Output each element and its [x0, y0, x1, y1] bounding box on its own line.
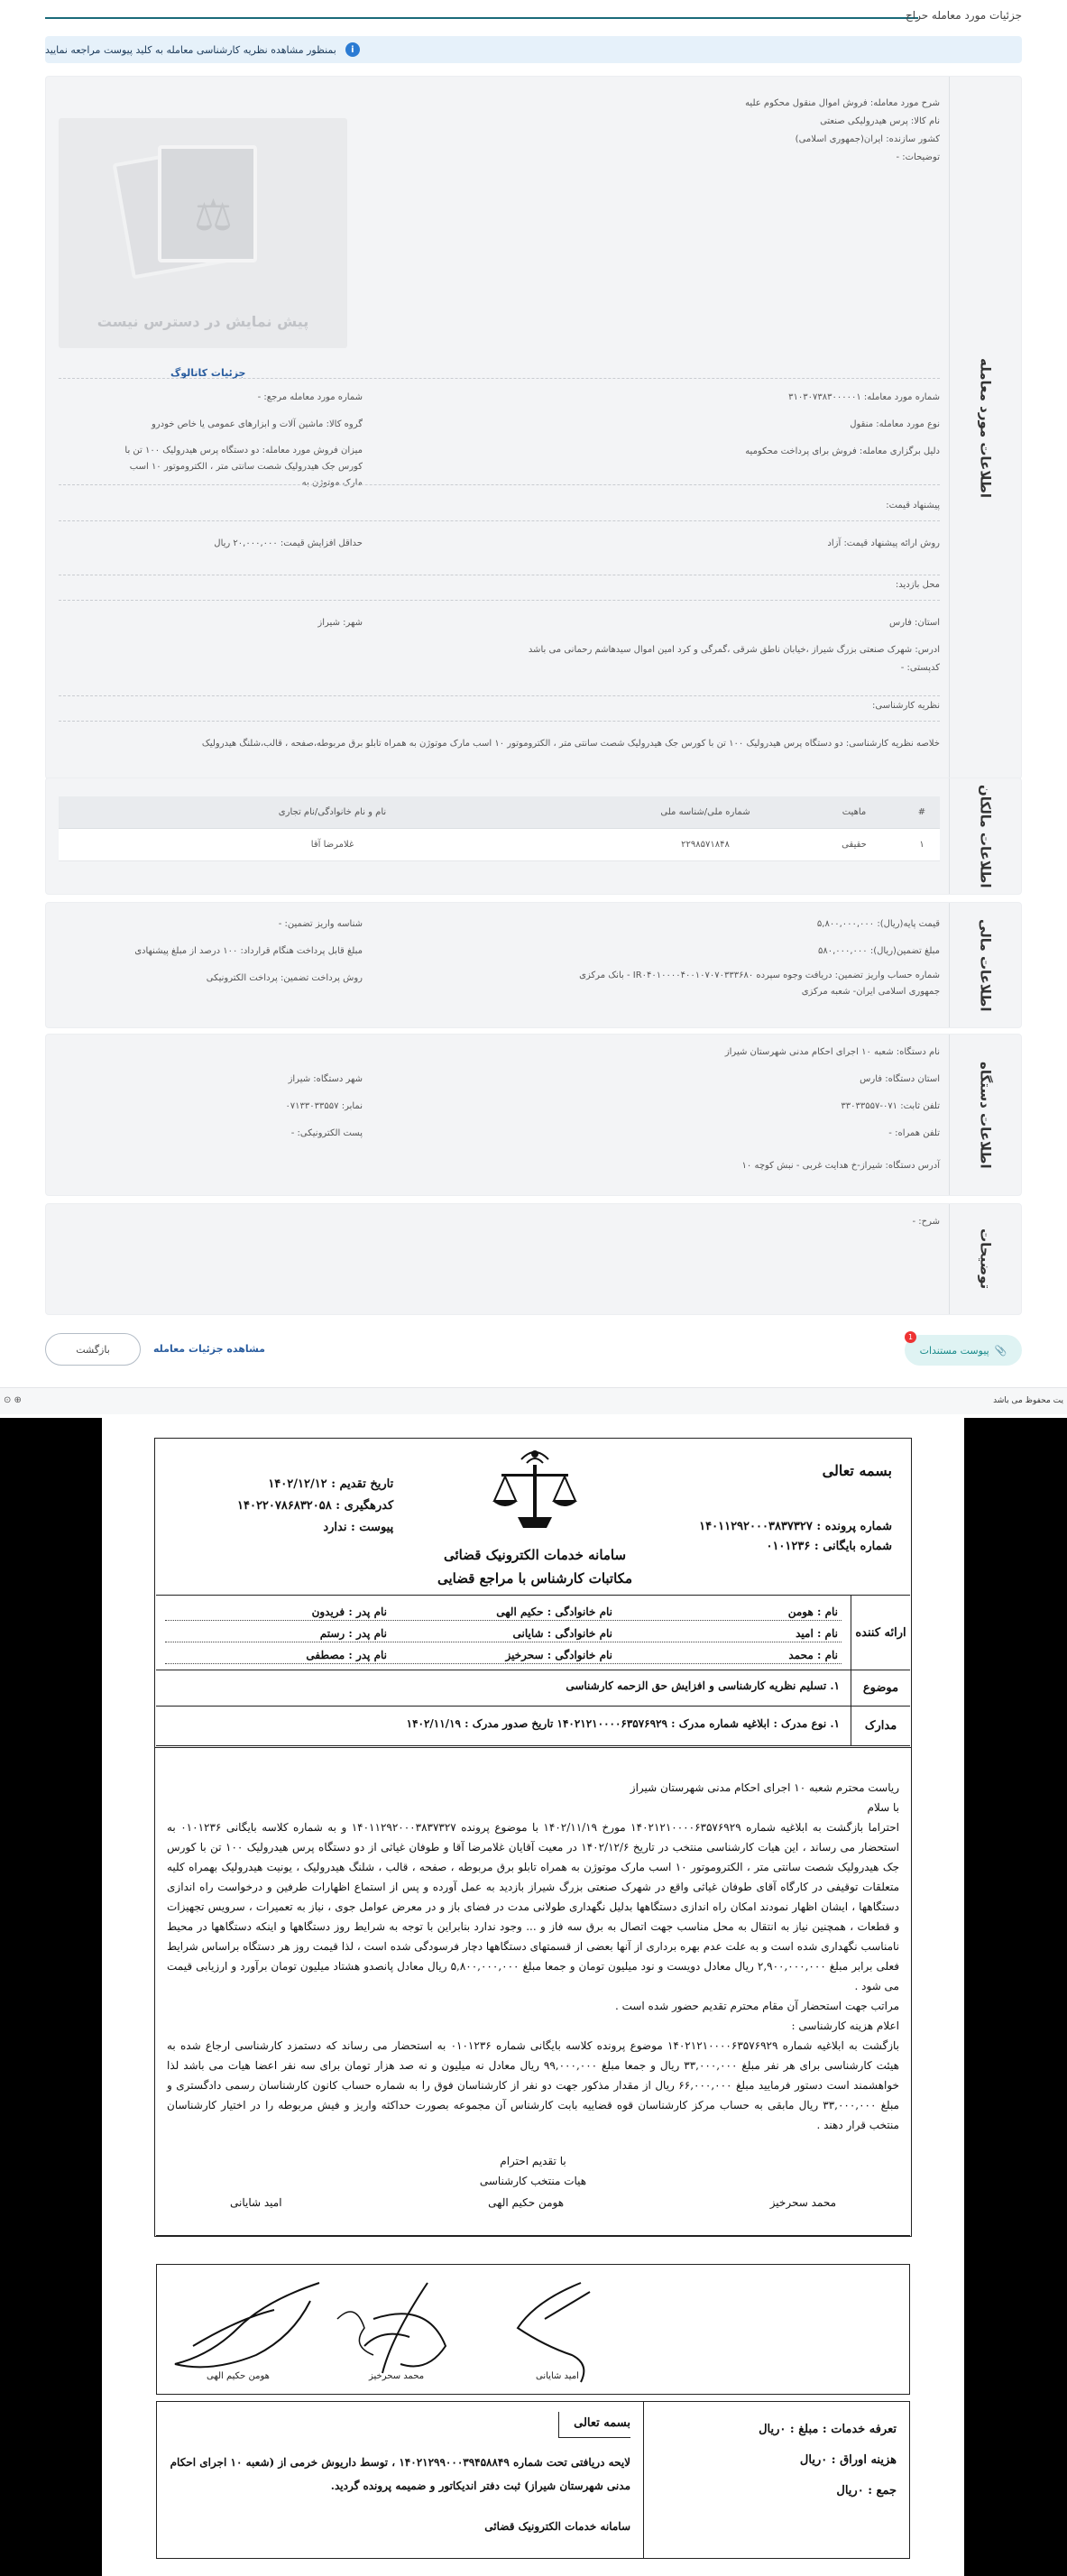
- presenter-row: [165, 1603, 842, 1621]
- subject-text: ۱. تسلیم نظریه کارشناسی و افزایش حق الزحمه کارشناسی: [566, 1679, 840, 1692]
- tracking-code: کدرهگیری : ۱۴۰۲۲۰۷۸۶۸۳۲۰۵۸: [237, 1499, 394, 1513]
- presenter-last-name: نام خانوادگی : حکیم الهی: [496, 1605, 612, 1618]
- attachment-status: پیوست : ندارد: [323, 1521, 394, 1534]
- column-header: نام و نام خانوادگی/نام تجاری: [59, 796, 606, 829]
- attach-documents-button[interactable]: [905, 1335, 1022, 1366]
- deal-description: شرح مورد معامله: فروش اموال منقول محکوم علیه: [745, 98, 940, 108]
- service-fee: تعرفه خدمات : مبلغ : ۰ریال: [759, 2423, 897, 2436]
- receipt-text: لایحه دریافتی تحت شماره ۱۴۰۲۱۲۹۹۰۰۰۳۹۴۵۸۸۴۹ ، توسط داریوش خرمی از (شعبه ۱۰ اجرای احکام مدنی شهرستان شیراز) ثبت دفتر اندیکاتور و ضمیمه پرونده گردید.: [170, 2456, 630, 2492]
- device-address: آدرس دستگاه: شیراز-خ هدایت غربی - نبش کوچه ۱۰: [741, 1161, 940, 1171]
- action-bar: [45, 1333, 1022, 1369]
- subject-row: [156, 1670, 910, 1707]
- notice-text: بمنظور مشاهده نظریه کارشناسی معامله به کلید پیوست مراجعه نمایید: [45, 43, 336, 56]
- presenter-last-name: نام خانوادگی : شایانی: [512, 1627, 612, 1640]
- presenter-last-name: نام خانوادگی : سحرخیز: [505, 1649, 612, 1661]
- letter-paragraph: مراتب جهت استحضار آن مقام محترم تقدیم حضور شده است .: [614, 2000, 899, 2012]
- presenter-label: ارائه کننده: [851, 1596, 910, 1670]
- guarantee-account: شماره حساب واریز تضمین: دریافت وجوه سپرده IR۰۴۰۱۰۰۰۰۴۰۰۱۰۷۰۷۰۳۳۳۶۸۰ - بانک مرکزی جمهوری اسلامی ایران- شعبه مرکزی: [579, 971, 940, 997]
- no-preview-text: پیش نمایش در دسترس نیست: [97, 313, 309, 330]
- product-category: گروه کالا: ماشین آلات و ابزارهای عمومی یا خاص خودرو: [151, 419, 363, 429]
- table-row: [59, 829, 940, 861]
- submit-date: تاریخ تقدیم : ۱۴۰۲/۱۲/۱۲: [268, 1477, 394, 1491]
- evidence-label: مدارک: [851, 1707, 910, 1745]
- browser-status-bar: [0, 1387, 1067, 1414]
- expert-report-viewer: [0, 1418, 1067, 2576]
- device-email: پست الکترونیکی: -: [290, 1128, 363, 1138]
- attachment-count-badge: 1: [905, 1331, 916, 1343]
- signatory-name: امید شایانی: [230, 2196, 282, 2209]
- table-cell: حقیقی: [805, 829, 904, 861]
- device-city: شهر دستگاه: شیراز: [288, 1074, 363, 1084]
- divider: [59, 520, 940, 521]
- attach-documents-label: پیوست مستندات: [919, 1344, 989, 1357]
- fees-section: [643, 2402, 909, 2558]
- evidence-text: ۱. نوع مدرک : ابلاغیه شماره مدرک : ۱۴۰۲۱۲۱۰۰۰۰۶۳۵۷۶۹۲۹ تاریخ صدور مدرک : ۱۴۰۲/۱۱/۱۹: [406, 1717, 840, 1730]
- system-title: سامانه خدمات الکترونیک قضائی: [443, 1547, 627, 1563]
- letter-greeting: با سلام: [867, 1801, 899, 1814]
- signature-caption: هومن حکیم الهی: [207, 2371, 270, 2381]
- paperclip-icon: 📎: [994, 1344, 1007, 1357]
- presenter-row: [165, 1624, 842, 1642]
- divider: [59, 695, 940, 696]
- closing-line: هیات منتخب کارشناسی: [479, 2175, 587, 2187]
- visit-postal-code: کدپستی: -: [900, 663, 940, 673]
- signature-caption: امید شایانی: [536, 2371, 579, 2381]
- catalog-details-link[interactable]: جزئیات کاتالوگ: [170, 367, 246, 379]
- presenter-row: [165, 1646, 842, 1664]
- notes-panel: [45, 1203, 1022, 1315]
- manufacturer-country: کشور سازنده: ایران(جمهوری اسلامی): [795, 134, 940, 144]
- signatories: [167, 2193, 899, 2213]
- signatory-name: هومن حکیم الهی: [488, 2196, 565, 2209]
- visit-address: ادرس: شهرک صنعتی بزرگ شیراز ،خیابان ناطق شرقی ،گمرگی و کرد امین اموال سیدهاشم رحمانی می باشد: [528, 645, 940, 655]
- guarantee-deposit-id: شناسه واریز تضمین: -: [278, 919, 363, 929]
- owners-section-label: اطلاعات مالکان: [949, 778, 1021, 894]
- column-header: شماره ملی/شناسه ملی: [606, 796, 805, 829]
- report-subtitle: مکاتبات کارشناس با مراجع قضایی: [437, 1570, 632, 1587]
- device-fax: نمابر: ۰۷۱۳۳۰۳۳۵۵۷: [285, 1101, 363, 1111]
- archive-number: شماره بایگانی : ۰۱۰۱۲۳۶: [766, 1540, 892, 1553]
- presenter-father-name: نام پدر : مصطفی: [306, 1649, 387, 1661]
- bismillah: بسمه تعالی: [822, 1462, 892, 1479]
- expert-opinion-summary: خلاصه نظریه کارشناسی: دو دستگاه پرس هیدرولیک ۱۰۰ تن با کورس جک هیدرولیک شصت سانتی متر ، الکتروموتور ۱۰ اسب مارک موتوژن به همراه تابلو برق مربوطه،صفحه ، قالب،شلنگ هیدرولیک: [201, 739, 940, 749]
- column-header: ماهیت: [805, 796, 904, 829]
- letter-paragraph: احتراما بازگشت به ابلاغیه شماره ۱۴۰۲۱۲۱۰۰۰۰۶۳۵۷۶۹۲۹ مورخ ۱۴۰۲/۱۱/۱۹ با موضوع پرونده ۱۴۰۱۱۲۹۲۰۰۰۳۸۳۷۳۲۷ و به شماره کلاسه بایگانی ۰۱۰۱۲۳۶ به استحضار می رساند ، این هیات کارشناسی منتخب در تاریخ ۱۴۰۲/۱۲/۶ در معیت آقایان غلامرضا آقا و طوفان غیاثی از دو دستگاه پرس هیدرولیک ۱۰۰ تن با کورس جک هیدرولیک شصت سانتی متر ، الکتروموتور ۱۰ اسب مارک موتوژن به همراه تابلو برق مربوطه ، صفحه ، قالب ، شلنگ هیدرولیک ، یونیت هیدرولیک بهمراه کلیه متعلقات توقیفی در کارگاه آقای طوفان غیاثی واقع در شهرک صنعتی بزرگ شیراز بازدید به عمل آورده و پس از استماع اظهارات طرفین و درخواست راه اندازی دستگاهها ، ایشان اظهار نمودند امکان راه اندازی دستگاهها بدلیل نگهداری طولانی مدت در فضای باز و در معرض عوامل جوی ، نیاز به تعمیرات ، سرویس تجهیزات و قطعات ، همچنین نیاز به انتقال به محل مناسب جهت اتصال به برق سه فاز و ... وجود ندارد بنابراین با توجه به شرایط روز دستگاهها و اینکه دستگاهها در محیط نامناسب نگهداری شده است و به علت عدم بهره برداری از آنها بعضی از قسمتهای دستگاهها دچار فرسودگی شده است ، لذا قیمت روز هر دستگاه براساس شرایط فعلی برابر مبلغ ۲,۹۰۰,۰۰۰,۰۰۰ ریال معادل دویست و نود میلیون تومان و جمعا مبلغ ۵,۸۰۰,۰۰۰,۰۰۰ ریال معادل پانصدو هشتاد میلیون تومان برآورد و ارزیابی قیمت می شود .: [167, 1821, 899, 1992]
- finance-panel: [45, 902, 1022, 1028]
- product-name: نام کالا: پرس هیدرولیکی صنعتی: [820, 116, 940, 126]
- device-province: استان دستگاه: فارس: [860, 1074, 940, 1084]
- notes-section-label: توضیحات: [949, 1204, 1021, 1314]
- page-title: جزئیات مورد معامله حراج: [906, 9, 1022, 22]
- owners-table: [59, 796, 940, 861]
- column-header: #: [904, 796, 940, 829]
- visit-city: شهر: شیراز: [317, 618, 363, 628]
- deal-notes: توضیحات: -: [896, 152, 940, 162]
- base-price: قیمت پایه(ریال): ۵,۸۰۰,۰۰۰,۰۰۰: [816, 919, 940, 929]
- signatory-name: محمد سحرخیز: [769, 2196, 836, 2209]
- receipt-note: [157, 2402, 643, 2558]
- notes-description: شرح: -: [912, 1217, 940, 1227]
- fee-heading: اعلام هزینه کارشناسی :: [791, 2019, 899, 2032]
- expert-opinion-heading: نظریه کارشناسی:: [872, 701, 940, 711]
- price-offer-method: روش ارائه پیشنهاد قیمت: آزاد: [827, 538, 940, 548]
- table-header-row: [59, 796, 940, 829]
- visit-place-heading: محل بازدید:: [895, 580, 940, 590]
- owners-panel: [45, 777, 1022, 895]
- device-section-label: اطلاعات دستگاه: [949, 1035, 1021, 1195]
- guarantee-amount: مبلغ تضمین(ریال): ۵۸۰,۰۰۰,۰۰۰: [817, 946, 940, 956]
- subject-label: موضوع: [851, 1670, 910, 1706]
- sale-amount: میزان فروش مورد معامله: دو دستگاه پرس هیدرولیک ۱۰۰ تن با کورس جک هیدرولیک شصت سانتی متر ، الکتروموتور ۱۰ اسب مارک موتوژن به: [124, 446, 363, 488]
- reference-deal-number: شماره مورد معامله مرجع: -: [257, 392, 363, 402]
- finance-section-label: اطلاعات مالی: [949, 903, 1021, 1027]
- payable-at-contract: مبلغ قابل پرداخت هنگام قرارداد: ۱۰۰ درصد از مبلغ پیشنهادی: [134, 946, 363, 956]
- gavel-icon: ⚖: [194, 190, 234, 241]
- device-phone: تلفن ثابت: ۰۷۱-۳۳۰۳۳۵۵۷: [841, 1101, 940, 1111]
- judiciary-emblem-block: [427, 1445, 643, 1590]
- deal-info-panel: [45, 76, 1022, 779]
- back-button[interactable]: بازگشت: [45, 1333, 141, 1366]
- letter-body: [156, 1765, 910, 2236]
- view-deal-details-link[interactable]: مشاهده جزئیات معامله: [153, 1343, 265, 1355]
- presenter-first-name: نام : هومن: [787, 1605, 838, 1618]
- signature-caption: محمد سحرخیز: [369, 2371, 425, 2381]
- guarantee-payment-method: روش پرداخت تضمین: پرداخت الکترونیکی: [206, 973, 363, 983]
- expert-report-page: [102, 1418, 964, 2576]
- receipt-title: بسمه تعالی: [558, 2412, 630, 2438]
- page-header: [45, 7, 1022, 29]
- info-icon: i: [345, 42, 360, 57]
- presenter-father-name: نام پدر : رستم: [319, 1627, 387, 1640]
- min-price-increase: حداقل افزایش قیمت: ۲۰,۰۰۰,۰۰۰ ریال: [214, 538, 363, 548]
- copyright-text: یت محفوظ می باشد: [993, 1396, 1063, 1405]
- deal-type: نوع مورد معامله: منقول: [850, 419, 940, 429]
- table-cell: ۲۲۹۸۵۷۱۸۴۸: [606, 829, 805, 861]
- presenter-first-name: نام : امید: [796, 1627, 838, 1640]
- letter-recipient: ریاست محترم شعبه ۱۰ اجرای احکام مدنی شهرستان شیراز: [630, 1781, 899, 1794]
- presenter-block: [156, 1595, 910, 1670]
- table-cell: ۱: [904, 829, 940, 861]
- divider: [59, 721, 940, 722]
- submission-info: [237, 1474, 393, 1539]
- divider: [59, 378, 940, 379]
- closing-line: با تقدیم احترام: [500, 2155, 566, 2167]
- handwritten-signatures: [157, 2265, 911, 2396]
- price-offer-heading: پیشنهاد قیمت:: [886, 501, 940, 511]
- device-name: نام دستگاه: شعبه ۱۰ اجرای احکام مدنی شهرستان شیراز: [724, 1047, 940, 1057]
- header-divider: [45, 17, 918, 19]
- device-mobile: تلفن همراه: -: [888, 1128, 940, 1138]
- receipt-footer: سامانه خدمات الکترونیک قضائی: [484, 2520, 630, 2533]
- evidence-row: [156, 1707, 910, 1746]
- case-number: شماره پرونده : ۱۴۰۱۱۲۹۲۰۰۰۳۸۳۷۳۲۷: [699, 1520, 892, 1533]
- judiciary-emblem-icon: [485, 1445, 584, 1535]
- divider: [59, 484, 940, 485]
- fees-receipt-box: [156, 2401, 910, 2559]
- total-fee: جمع : ۰ریال: [836, 2484, 897, 2498]
- status-icons: ⊙ ⊕: [4, 1395, 22, 1405]
- presenter-father-name: نام پدر : فریدون: [311, 1605, 387, 1618]
- presenter-first-name: نام : محمد: [788, 1649, 838, 1661]
- case-info: [699, 1461, 892, 1557]
- notice-banner: [45, 36, 1022, 63]
- signatures-box: [156, 2264, 910, 2395]
- paper-fee: هزینه اوراق : ۰ریال: [799, 2453, 897, 2467]
- letter-paragraph: بازگشت به ابلاغیه شماره ۱۴۰۲۱۲۱۰۰۰۰۶۳۵۷۶۹۲۹ موضوع پرونده کلاسه بایگانی شماره ۰۱۰۱۲۳۶ به استحضار می رساند که دستمزد کارشناسی ارجاع شده به هیئت کارشناسی برای هر نفر مبلغ ۳۳,۰۰۰,۰۰۰ ریال و جمعا مبلغ ۹۹,۰۰۰,۰۰۰ ریال معادل نه میلیون و نه صد هزار تومان برای سه نفر اعضا هیات می باشد لذا خواهشمند است دستور فرمایید مبلغ ۶۶,۰۰۰,۰۰۰ ریال از مقدار مذکور جهت دو نفر از کارشناسان فوق را به شماره حساب کانون کارشناسان رسمی دادگستری و مبلغ ۳۳,۰۰۰,۰۰۰ ریال مابقی به حساب مرکز کارشناسان قوه قضاییه بابت کارشناس آن مجموعه بصورت حداکثه واریز و فیش مربوطه را در اختیار کارشناسان منتخب قرار دهند .: [167, 2039, 899, 2131]
- product-image-placeholder: [59, 118, 347, 348]
- table-cell: غلامرضا آقا: [59, 829, 606, 861]
- device-panel: [45, 1034, 1022, 1196]
- deal-number: شماره مورد معامله: ۳۱۰۳۰۷۳۸۳۰۰۰۰۰۱: [788, 392, 940, 402]
- deal-info-section-label: اطلاعات مورد معامله: [949, 77, 1021, 778]
- divider: [59, 600, 940, 601]
- deal-reason: دلیل برگزاری معامله: فروش برای پرداخت محکومیه: [745, 446, 940, 456]
- visit-province: استان: فارس: [889, 618, 940, 628]
